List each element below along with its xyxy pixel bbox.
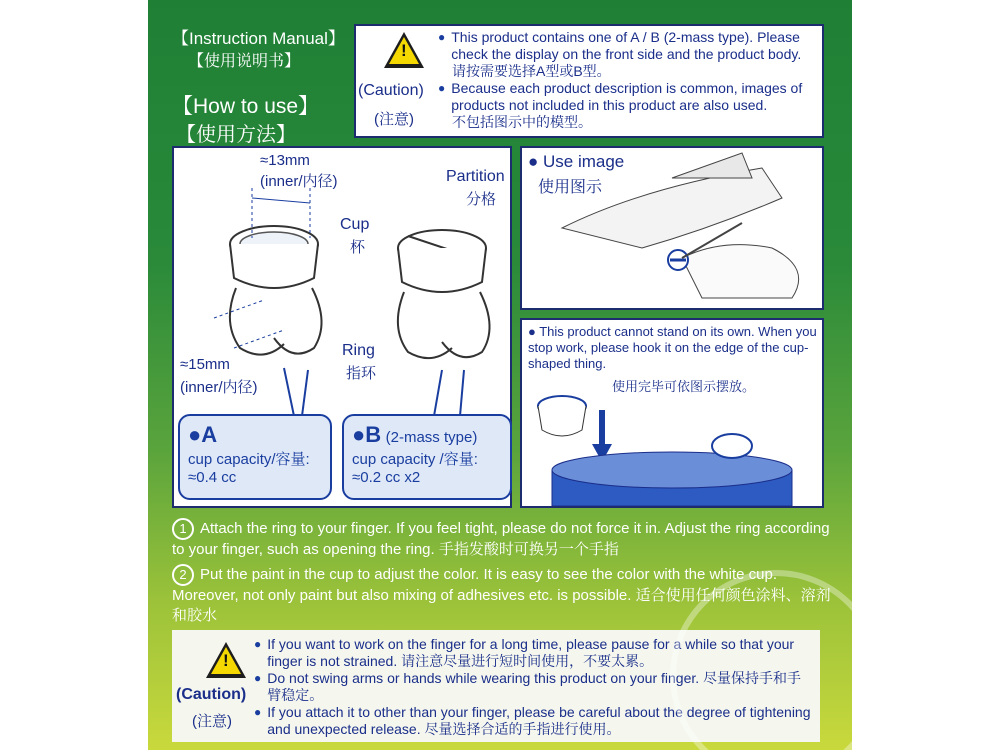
- manual-page: [148, 0, 852, 750]
- instruction-title-en: 【Instruction Manual】: [172, 29, 345, 48]
- type-b-subtitle: (2-mass type): [385, 429, 478, 446]
- storage-note: ● This product cannot stand on its own. When you stop work, please hook it on the edge of the cup-shaped thing.: [528, 324, 817, 371]
- inner13-label-cn: (inner/内径): [260, 173, 338, 190]
- ring-label-cn: 指环: [346, 365, 377, 382]
- product-diagram: [172, 146, 512, 508]
- caution-label-cn: (注意): [192, 713, 232, 730]
- step-text: Attach the ring to your finger. If you feel tight, please do not force it in. Adjust the ring according to your finger, such as opening the ring. 手指发酸时可换另一个手指: [172, 520, 830, 558]
- inner13-label: ≈13mm: [260, 152, 310, 169]
- use-image-title: ● Use image: [528, 152, 625, 171]
- use-image-panel: [520, 146, 824, 310]
- aircraft-hand-illustration: [522, 148, 822, 308]
- type-a-bubble: [178, 414, 332, 500]
- cup-label: Cup: [340, 216, 370, 233]
- caution-top-item-cn: 不包括图示中的模型。: [452, 114, 592, 130]
- caution-top-item: ● Because each product description is common, images of products not included in this product are also used.: [438, 80, 803, 113]
- type-a-capacity: cup capacity/容量:: [188, 451, 310, 468]
- ring-label: Ring: [342, 342, 375, 359]
- caution-label-cn: (注意): [374, 111, 414, 128]
- caution-bottom-item: ● If you want to work on the finger for a long time, please pause for a while so that your finger is not strained. 请注意尽量进行短时间使用，不要太累。: [254, 636, 795, 669]
- step-number: 1: [172, 518, 194, 540]
- type-b-label: ●B: [352, 422, 382, 447]
- caution-bottom-item: ● Do not swing arms or hands while wearing this product on your finger. 尽量保持手和手臂稳定。: [254, 670, 802, 703]
- partition-label-cn: 分格: [466, 191, 497, 208]
- caution-bottom-item: ● If you attach it to other than your finger, please be careful about the degree of tightening and unexpected release. 尽量选择合适的手指进行使用。: [254, 704, 811, 737]
- caution-label-en: (Caution): [358, 82, 424, 99]
- type-b-bubble: [342, 414, 512, 500]
- inner15-label-cn: (inner/内径): [180, 379, 258, 396]
- cup-storage-illustration: [522, 320, 822, 506]
- type-b-capacity: cup capacity /容量:: [352, 451, 478, 468]
- storage-panel: [520, 318, 824, 508]
- partition-label: Partition: [446, 168, 505, 185]
- caution-label-en: (Caution): [176, 686, 247, 703]
- type-a-label: ●A: [188, 422, 218, 447]
- step-1: [172, 518, 832, 560]
- use-image-title-cn: 使用图示: [538, 179, 603, 196]
- howto-title-cn: 【使用方法】: [176, 124, 296, 146]
- cup-label-cn: 杯: [350, 239, 366, 256]
- instruction-title-cn: 【使用说明书】: [188, 53, 301, 70]
- caution-top-item-cn: 请按需要选择A型或B型。: [452, 63, 611, 79]
- howto-title-en: 【How to use】: [172, 95, 320, 118]
- step-number: 2: [172, 564, 194, 586]
- warning-icon: !: [206, 642, 246, 678]
- storage-note-cn: 使用完毕可依图示摆放。: [612, 379, 756, 394]
- type-b-value: ≈0.2 cc x2: [352, 469, 421, 486]
- step-text: Put the paint in the cup to adjust the color. It is easy to see the color with the white cup. Moreover, not only paint but also mixing of adhesives etc. is possible. 适合使用任何颜色涂料、溶剂和胶水: [172, 566, 831, 624]
- type-a-value: ≈0.4 cc: [188, 469, 237, 486]
- caution-top-item: ● This product contains one of A / B (2-mass type). Please check the display on the front side and the product body.: [438, 29, 802, 62]
- inner15-label: ≈15mm: [180, 356, 230, 373]
- caution-box-top: [354, 24, 824, 138]
- warning-icon: !: [384, 32, 424, 68]
